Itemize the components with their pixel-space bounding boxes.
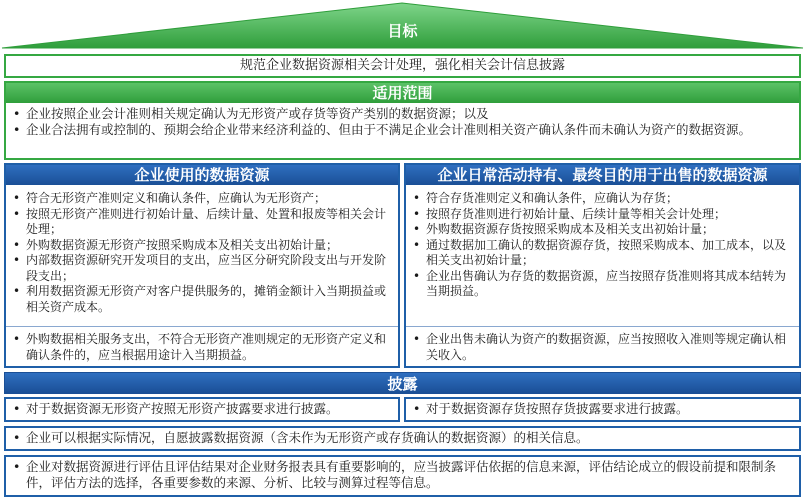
intangible-assets-list — [6, 185, 398, 315]
list-item: • 外购数据资源无形资产按照采购成本及相关支出初始计量； — [10, 238, 392, 254]
list-item: • 企业对数据资源进行评估且评估结果对企业财务报表具有重要影响的，应当披露评估依据的信息来源，评估结论成立的假设前提和限制条件，评估方法的选择，各重要参数的来源、分析、比较与测算过程等信息。 — [10, 459, 795, 491]
list-item: • 按照无形资产准则进行初始计量、后续计量、处置和报废等相关会计处理； — [10, 207, 392, 238]
list-item: • 对于数据资源无形资产按照无形资产披露要求进行披露。 — [10, 401, 394, 417]
list-item: • 企业按照企业会计准则相关规定确认为无形资产或存货等资产类别的数据资源；以及 — [10, 106, 793, 122]
list-item: • 内部数据资源研究开发项目的支出，应当区分研究阶段支出与开发阶段支出； — [10, 253, 392, 284]
scope-title: 适用范围 — [6, 83, 799, 103]
disclosure-inventory — [404, 397, 801, 422]
inventory-note — [406, 332, 799, 363]
divider — [6, 326, 398, 327]
list-item: • 企业出售确认为存货的数据资源，应当按照存货准则将其成本结转为当期损益。 — [410, 269, 793, 300]
list-item: • 对于数据资源存货按照存货披露要求进行披露。 — [410, 401, 795, 417]
list-item: • 外购数据相关服务支出，不符合无形资产准则规定的无形资产定义和确认条件的，应当根据用途计入当期损益。 — [10, 332, 392, 363]
list-item: • 通过数据加工确认的数据资源存货，按照采购成本、加工成本，以及相关支出初始计量； — [410, 238, 793, 269]
inventory-title: 企业日常活动持有、最终目的用于出售的数据资源 — [406, 165, 799, 185]
scope-section — [4, 81, 801, 160]
divider — [406, 326, 799, 327]
list-item: • 外购数据资源存货按照采购成本及相关支出初始计量； — [410, 222, 793, 238]
disclosure-voluntary — [4, 426, 801, 451]
list-item: • 企业合法拥有或控制的、预期会给企业带来经济利益的、但由于不满足企业会计准则相关资产确认条件而未确认为资产的数据资源。 — [10, 122, 793, 138]
list-item: • 符合存货准则定义和确认条件，应确认为存货； — [410, 191, 793, 207]
inventory-column — [404, 163, 801, 368]
list-item: • 企业出售未确认为资产的数据资源，应当按照收入准则等规定确认相关收入。 — [410, 332, 793, 363]
inventory-list — [406, 185, 799, 300]
disclosure-intangible — [4, 397, 400, 422]
intangible-assets-title: 企业使用的数据资源 — [6, 165, 398, 185]
intangible-assets-column — [4, 163, 400, 368]
disclosure-evaluation — [4, 455, 801, 497]
goal-title: 目标 — [387, 22, 418, 40]
disclosure-title: 披露 — [4, 372, 801, 394]
list-item: • 符合无形资产准则定义和确认条件，应确认为无形资产； — [10, 191, 392, 207]
scope-list — [6, 103, 799, 138]
intangible-assets-note — [6, 332, 398, 363]
list-item: • 企业可以根据实际情况，自愿披露数据资源（含未作为无形资产或存货确认的数据资源）的相关信息。 — [10, 430, 795, 446]
list-item: • 利用数据资源无形资产对客户提供服务的，摊销金额计入当期损益或相关资产成本。 — [10, 284, 392, 315]
list-item: • 按照存货准则进行初始计量、后续计量等相关会计处理； — [410, 207, 793, 223]
goal-statement: 规范企业数据资源相关会计处理，强化相关会计信息披露 — [4, 54, 801, 78]
